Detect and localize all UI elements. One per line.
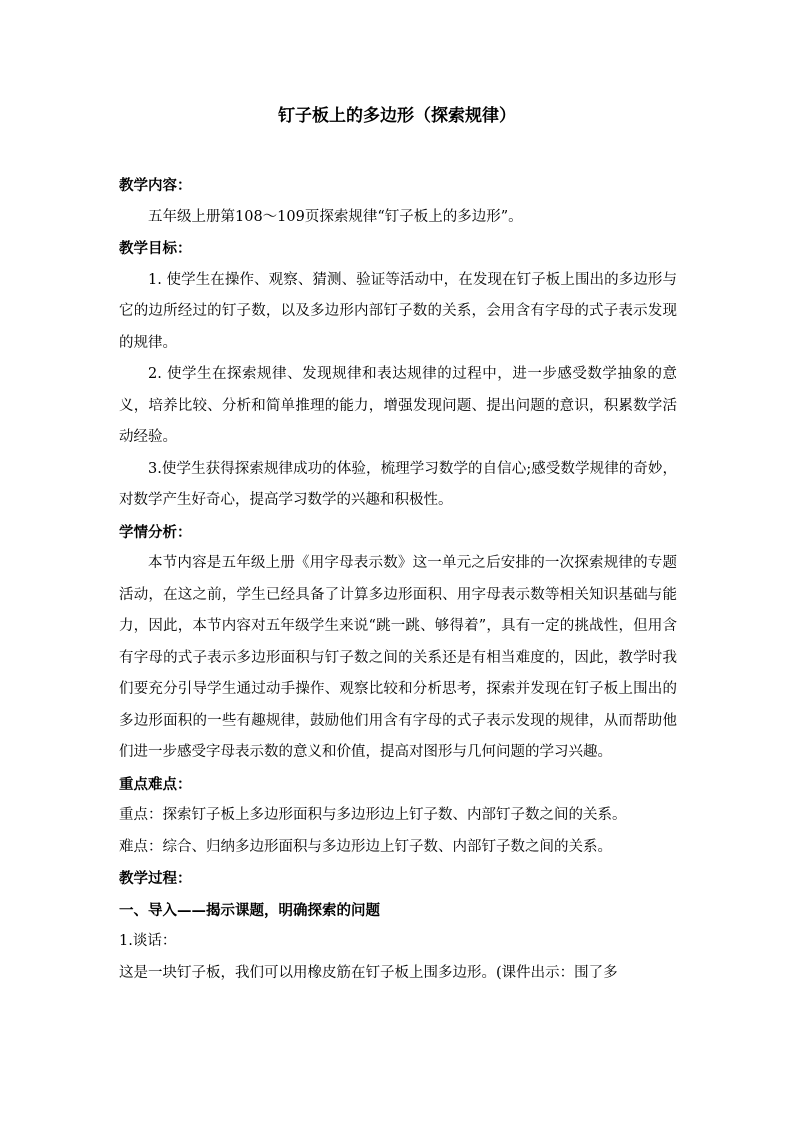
key-difficult-heading: 重点难点：: [119, 775, 192, 793]
teaching-process-heading: 教学过程：: [119, 870, 192, 887]
key-point-text: 重点：探索钉子板上多边形面积与多边形边上钉子数、内部钉子数之间的关系。: [119, 807, 627, 823]
document-body: [119, 170, 677, 989]
objective-1: 1. 使学生在操作、观察、猜测、验证等活动中，在发现在钉子板上围出的多边形与它的边所经过的钉子数，以及多边形内部钉子数的关系，会用含有字母的式子表示发现的规律。: [119, 271, 677, 351]
document-title: 钉子板上的多边形（探索规律）: [278, 106, 516, 126]
process-text: 这是一块钉子板，我们可以用橡皮筋在钉子板上围多边形。(课件出示：围了多: [119, 964, 618, 981]
learner-analysis-text: 本节内容是五年级上册《用字母表示数》这一单元之后安排的一次探索规律的专题活动，在这之前，学生已经具备了计算多边形面积、用字母表示数等相关知识基础与能力，因此，本节内容对五年级学生来说“跳一跳、够得着”，具有一定的挑战性，但用含有字母的式子表示多边形面积与钉子数之间的关系还是有相当难度的，因此，教学时我们要充分引导学生通过动手操作、观察比较和分析思考，探索并发现在钉子板上围出的多边形面积的一些有趣规律，鼓励他们用含有字母的式子表示发现的规律，从而帮助他们进一步感受字母表示数的意义和价值，提高对图形与几何问题的学习兴趣。: [119, 555, 677, 760]
process-step-1-heading: 一、导入——揭示课题，明确探索的问题: [119, 901, 380, 919]
objective-3: 3.使学生获得探索规律成功的体验，梳理学习数学的自信心;感受数学规律的奇妙，对数学产生好奇心，提高学习数学的兴趣和积极性。: [119, 460, 677, 508]
difficult-point-text: 难点：综合、归纳多边形面积与多边形边上钉子数、内部钉子数之间的关系。: [119, 838, 612, 855]
teaching-objectives-heading: 教学目标：: [119, 240, 192, 257]
teaching-content-heading: 教学内容：: [119, 177, 192, 194]
teaching-content-text: 五年级上册第108～109页探索规律“钉子板上的多边形”。: [148, 208, 523, 225]
learner-analysis-heading: 学情分析：: [119, 523, 192, 541]
process-talk-label: 1.谈话：: [119, 933, 177, 949]
objective-2: 2. 使学生在探索规律、发现规律和表达规律的过程中，进一步感受数学抽象的意义，培养比较、分析和简单推理的能力，增强发现问题、提出问题的意识，积累数学活动经验。: [119, 366, 677, 445]
